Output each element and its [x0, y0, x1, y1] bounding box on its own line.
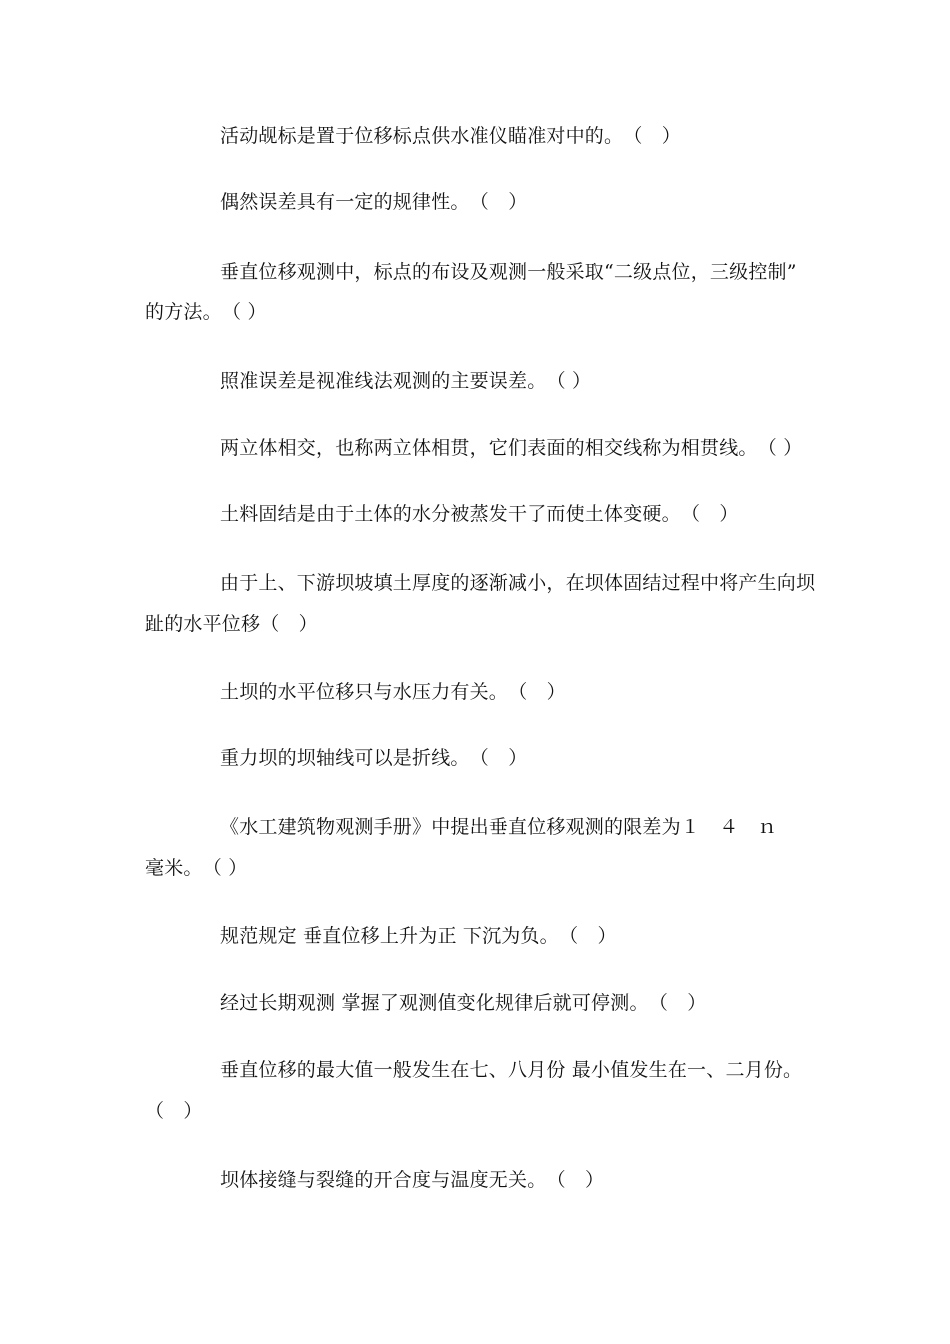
statement-11-line-1: 规范规定 垂直位移上升为正 下沉为负。 （ ）: [220, 925, 617, 947]
statement-8-line-1: 土坝的水平位移只与水压力有关。 （ ）: [220, 681, 566, 703]
statement-3-line-2: 的方法。 （ ）: [145, 301, 267, 323]
statement-13-line-2: （ ）: [145, 1100, 203, 1122]
statement-6-line-1: 土料固结是由于土体的水分被蒸发干了而使土体变硬。 （ ）: [220, 503, 739, 525]
statement-10-line-2: 毫米。 （ ）: [145, 857, 248, 879]
statement-9-line-1: 重力坝的坝轴线可以是折线。 （ ）: [220, 747, 528, 769]
statement-10-line-1: 《水工建筑物观测手册》中提出垂直位移观测的限差为１ ４ ｎ: [220, 816, 777, 838]
statement-4-line-1: 照准误差是视准线法观测的主要误差。 （ ）: [220, 370, 592, 392]
statement-5-line-1: 两立体相交，也称两立体相贯，它们表面的相交线称为相贯线。 （ ）: [220, 437, 803, 459]
statement-7-line-1: 由于上、下游坝坡填土厚度的逐渐减小，在坝体固结过程中将产生向坝: [220, 572, 816, 594]
statement-14-line-1: 坝体接缝与裂缝的开合度与温度无关。 （ ）: [220, 1169, 605, 1191]
statement-12-line-1: 经过长期观测 掌握了观测值变化规律后就可停测。 （ ）: [220, 992, 707, 1014]
statement-13-line-1: 垂直位移的最大值一般发生在七、八月份 最小值发生在一、二月份。: [220, 1059, 803, 1081]
statement-3-line-1: 垂直位移观测中，标点的布设及观测一般采取“二级点位，三级控制”: [220, 261, 797, 283]
statement-1-line-1: 活动觇标是置于位移标点供水准仪瞄准对中的。 （ ）: [220, 125, 682, 147]
statement-2-line-1: 偶然误差具有一定的规律性。 （ ）: [220, 191, 528, 213]
statement-7-line-2: 趾的水平位移（ ）: [145, 613, 318, 635]
